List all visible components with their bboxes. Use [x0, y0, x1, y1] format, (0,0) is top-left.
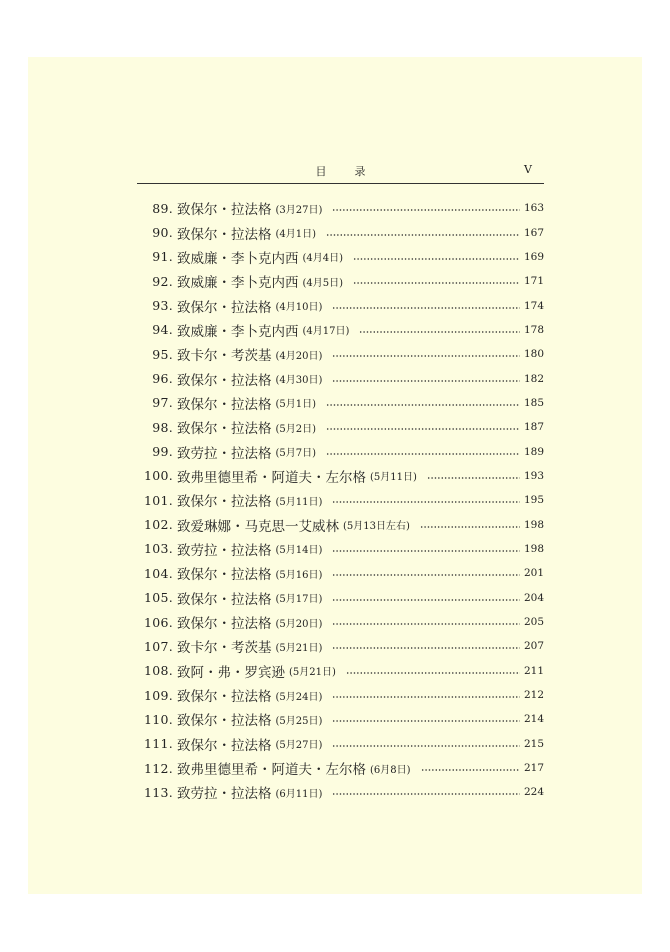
- toc-entry[interactable]: [137, 464, 544, 488]
- entry-date: (5月21日): [275, 642, 323, 654]
- entry-title: 致保尔・拉法格: [177, 421, 272, 438]
- dot-leader: [332, 647, 520, 649]
- entry-page-number: 163: [524, 202, 545, 215]
- dot-leader: [353, 282, 520, 284]
- page-header: [137, 163, 544, 184]
- entry-date: (5月11日): [370, 472, 417, 484]
- entry-date: (4月20日): [275, 350, 323, 362]
- dot-leader: [332, 720, 520, 722]
- page-title: 目录: [315, 165, 394, 178]
- entry-title: 致保尔・拉法格: [177, 591, 272, 608]
- entry-title: 致保尔・拉法格: [177, 372, 272, 389]
- dot-leader: [326, 234, 520, 236]
- entry-date: (4月10日): [275, 302, 323, 314]
- entry-title: 致保尔・拉法格: [177, 226, 272, 243]
- toc-entry[interactable]: [137, 780, 544, 804]
- entry-title: 致保尔・拉法格: [177, 494, 272, 511]
- toc-entry[interactable]: [137, 488, 544, 512]
- entry-number: 109.: [143, 687, 173, 703]
- entry-page-number: 169: [524, 250, 545, 263]
- entry-page-number: 185: [524, 396, 545, 409]
- toc-entry[interactable]: [137, 512, 544, 536]
- entry-date: (6月11日): [275, 788, 323, 800]
- entry-page-number: 217: [524, 762, 545, 775]
- toc-entry[interactable]: [137, 586, 544, 610]
- entry-page-number: 211: [524, 664, 545, 677]
- entry-title: 致弗里德里希・阿道夫・左尔格: [177, 762, 366, 779]
- entry-page-number: 201: [524, 567, 545, 580]
- toc-entry[interactable]: [137, 415, 544, 439]
- entry-number: 104.: [143, 565, 173, 581]
- entry-date: (5月11日): [275, 496, 323, 508]
- entry-date: (5月1日): [275, 399, 317, 411]
- entry-date: (5月24日): [275, 691, 323, 703]
- entry-page-number: 167: [524, 226, 545, 239]
- entry-date: (5月20日): [275, 618, 323, 630]
- entry-number: 113.: [143, 784, 173, 800]
- entry-page-number: 215: [524, 737, 545, 750]
- entry-title: 致劳拉・拉法格: [177, 786, 272, 803]
- entry-date: (4月30日): [275, 375, 323, 387]
- entry-date: (4月5日): [302, 277, 344, 289]
- entry-page-number: 182: [524, 372, 545, 385]
- dot-leader: [326, 404, 520, 406]
- entry-date: (6月8日): [370, 764, 411, 776]
- dot-leader: [332, 355, 520, 357]
- toc-entry[interactable]: [137, 561, 544, 585]
- entry-number: 105.: [143, 590, 173, 606]
- dot-leader: [421, 769, 520, 771]
- entry-page-number: 171: [524, 275, 545, 288]
- entry-number: 90.: [152, 225, 173, 241]
- entry-number: 106.: [143, 614, 173, 630]
- entry-page-number: 204: [524, 591, 545, 604]
- entry-date: (5月7日): [275, 448, 317, 460]
- entry-page-number: 198: [524, 518, 545, 531]
- entry-date: (5月13日左右): [343, 521, 410, 533]
- toc-entry[interactable]: [137, 293, 544, 317]
- entry-number: 108.: [143, 663, 173, 679]
- entry-number: 89.: [152, 200, 173, 216]
- entry-number: 112.: [143, 760, 173, 776]
- entry-title: 致保尔・拉法格: [177, 202, 272, 219]
- toc-entry[interactable]: [137, 220, 544, 244]
- entry-number: 107.: [143, 638, 173, 654]
- entry-number: 110.: [143, 711, 173, 727]
- toc-entry[interactable]: [137, 342, 544, 366]
- entry-page-number: 180: [524, 348, 545, 361]
- entry-title: 致威廉・李卜克内西: [177, 323, 299, 340]
- toc-entry[interactable]: [137, 366, 544, 390]
- dot-leader: [346, 672, 520, 674]
- entry-title: 致劳拉・拉法格: [177, 445, 272, 462]
- toc-entry[interactable]: [137, 391, 544, 415]
- entry-page-number: 205: [524, 616, 545, 629]
- entry-date: (5月25日): [275, 715, 323, 727]
- entry-page-number: 214: [524, 713, 545, 726]
- toc-entry[interactable]: [137, 732, 544, 756]
- entry-page-number: 212: [524, 689, 545, 702]
- toc-entry[interactable]: [137, 634, 544, 658]
- entry-number: 94.: [152, 322, 173, 338]
- toc-entry[interactable]: [137, 196, 544, 220]
- toc-entry[interactable]: [137, 245, 544, 269]
- entry-number: 101.: [143, 492, 173, 508]
- dot-leader: [332, 307, 520, 309]
- entry-title: 致威廉・李卜克内西: [177, 250, 299, 267]
- entry-date: (3月27日): [275, 204, 323, 216]
- dot-leader: [332, 550, 520, 552]
- entry-number: 100.: [143, 468, 173, 484]
- dot-leader: [332, 380, 520, 382]
- entry-page-number: 198: [524, 542, 545, 555]
- dot-leader: [332, 501, 520, 503]
- entry-title: 致爱琳娜・马克思一艾威林: [177, 518, 339, 535]
- toc-entry[interactable]: [137, 659, 544, 683]
- entry-date: (5月16日): [275, 569, 323, 581]
- entry-page-number: 189: [524, 445, 545, 458]
- entry-title: 致保尔・拉法格: [177, 689, 272, 706]
- entry-number: 95.: [152, 346, 173, 362]
- dot-leader: [359, 331, 520, 333]
- entry-title: 致威廉・李卜克内西: [177, 275, 299, 292]
- toc-entry[interactable]: [137, 707, 544, 731]
- dot-leader: [353, 258, 520, 260]
- entry-number: 98.: [152, 419, 173, 435]
- entry-title: 致阿・弗・罗宾逊: [177, 664, 285, 681]
- entry-number: 111.: [143, 736, 173, 752]
- entry-number: 91.: [152, 249, 173, 265]
- entry-date: (5月17日): [275, 594, 323, 606]
- entry-title: 致弗里德里希・阿道夫・左尔格: [177, 469, 366, 486]
- entry-title: 致保尔・拉法格: [177, 737, 272, 754]
- entry-title: 致保尔・拉法格: [177, 616, 272, 633]
- entry-title: 致劳拉・拉法格: [177, 542, 272, 559]
- entry-title: 致保尔・拉法格: [177, 567, 272, 584]
- entry-number: 96.: [152, 371, 173, 387]
- entry-date: (4月17日): [302, 326, 350, 338]
- entry-number: 102.: [143, 517, 173, 533]
- dot-leader: [332, 599, 520, 601]
- entry-number: 97.: [152, 395, 173, 411]
- dot-leader: [332, 745, 520, 747]
- dot-leader: [427, 477, 520, 479]
- entry-title: 致卡尔・考茨基: [177, 640, 272, 657]
- table-of-contents: [137, 196, 544, 805]
- dot-leader: [332, 623, 520, 625]
- toc-entry[interactable]: [137, 610, 544, 634]
- entry-date: (5月2日): [275, 423, 317, 435]
- toc-entry[interactable]: [137, 537, 544, 561]
- entry-number: 92.: [152, 273, 173, 289]
- dot-leader: [332, 696, 520, 698]
- toc-entry[interactable]: [137, 756, 544, 780]
- entry-page-number: 193: [524, 469, 545, 482]
- dot-leader: [326, 428, 520, 430]
- entry-date: (5月21日): [289, 667, 336, 679]
- dot-leader: [332, 793, 520, 795]
- toc-entry[interactable]: [137, 318, 544, 342]
- dot-leader: [332, 574, 520, 576]
- toc-entry[interactable]: [137, 439, 544, 463]
- entry-page-number: 178: [524, 323, 545, 336]
- entry-date: (4月1日): [275, 229, 317, 241]
- entry-page-number: 224: [524, 786, 545, 799]
- dot-leader: [420, 526, 520, 528]
- entry-page-number: 207: [524, 640, 545, 653]
- entry-title: 致卡尔・考茨基: [177, 348, 272, 365]
- entry-page-number: 187: [524, 421, 545, 434]
- entry-number: 103.: [143, 541, 173, 557]
- roman-page-number: V: [524, 163, 532, 176]
- entry-page-number: 174: [524, 299, 545, 312]
- entry-title: 致保尔・拉法格: [177, 299, 272, 316]
- entry-number: 99.: [152, 444, 173, 460]
- entry-date: (5月27日): [275, 740, 323, 752]
- entry-date: (4月4日): [302, 253, 344, 265]
- toc-entry[interactable]: [137, 683, 544, 707]
- dot-leader: [326, 453, 520, 455]
- dot-leader: [332, 209, 520, 211]
- entry-page-number: 195: [524, 494, 545, 507]
- entry-title: 致保尔・拉法格: [177, 396, 272, 413]
- toc-entry[interactable]: [137, 269, 544, 293]
- entry-number: 93.: [152, 298, 173, 314]
- entry-date: (5月14日): [275, 545, 323, 557]
- entry-title: 致保尔・拉法格: [177, 713, 272, 730]
